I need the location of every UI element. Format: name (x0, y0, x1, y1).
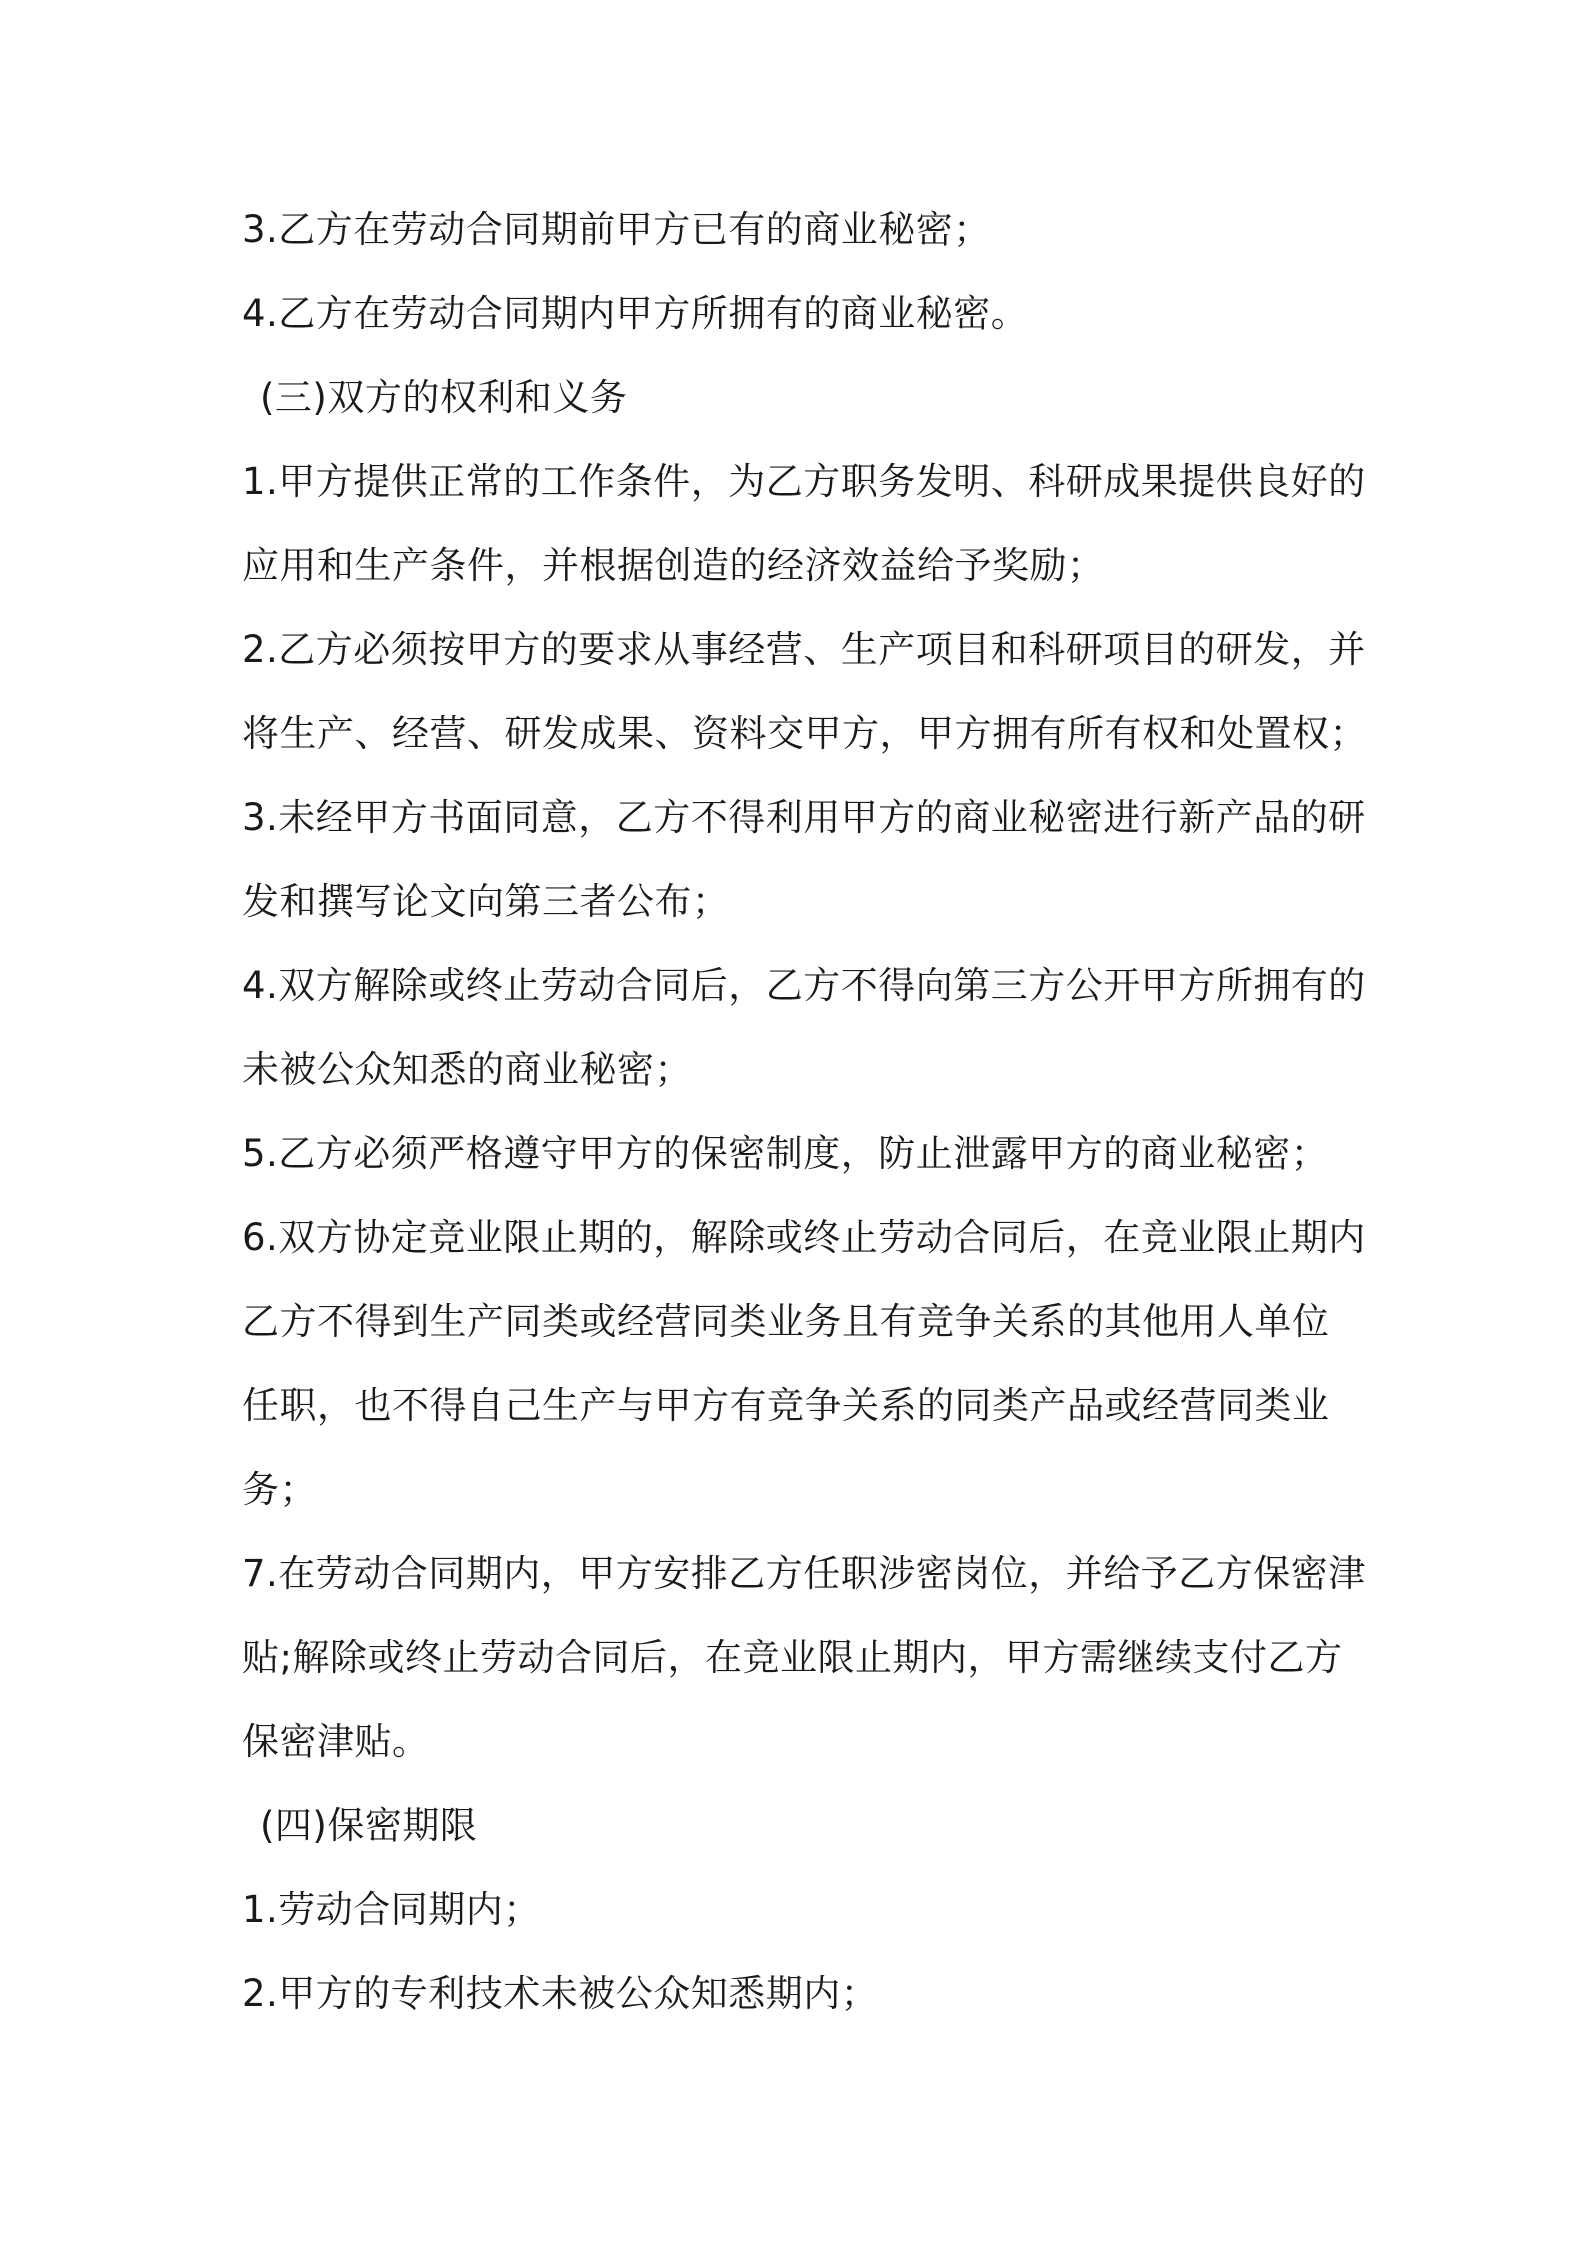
clause-line: 未被公众知悉的商业秘密； (242, 1048, 692, 1091)
clause-line: 发和撰写论文向第三者公布； (242, 880, 730, 923)
clause-line: 2.乙方必须按甲方的要求从事经营、生产项目和科研项目的研发，并 (242, 628, 1366, 671)
clause-line: 1.劳动合同期内； (242, 1888, 541, 1931)
clause-line: 7.在劳动合同期内，甲方安排乙方任职涉密岗位，并给予乙方保密津 (242, 1552, 1366, 1595)
clause-line: 贴;解除或终止劳动合同后，在竞业限止期内，甲方需继续支付乙方 (242, 1636, 1343, 1679)
clause-line: 6.双方协定竞业限止期的，解除或终止劳动合同后，在竞业限止期内 (242, 1216, 1366, 1259)
clause-line: 务； (242, 1468, 317, 1511)
document-body (242, 188, 1382, 2036)
clause-line: 5.乙方必须严格遵守甲方的保密制度，防止泄露甲方的商业秘密； (242, 1132, 1329, 1175)
clause-line: 2.甲方的专利技术未被公众知悉期内； (242, 1972, 879, 2015)
clause-line: 任职，也不得自己生产与甲方有竞争关系的同类产品或经营同类业 (242, 1384, 1330, 1427)
clause-line: 3.未经甲方书面同意，乙方不得利用甲方的商业秘密进行新产品的研 (242, 796, 1366, 839)
section-heading: (四)保密期限 (260, 1804, 478, 1847)
clause-line: 保密津贴。 (242, 1720, 430, 1763)
clause-line: 应用和生产条件，并根据创造的经济效益给予奖励； (242, 544, 1105, 587)
clause-line: 1.甲方提供正常的工作条件，为乙方职务发明、科研成果提供良好的 (242, 460, 1366, 503)
clause-line: 将生产、经营、研发成果、资料交甲方，甲方拥有所有权和处置权； (242, 712, 1367, 755)
clause-line: 乙方不得到生产同类或经营同类业务且有竞争关系的其他用人单位 (242, 1300, 1330, 1343)
clause-line: 3.乙方在劳动合同期前甲方已有的商业秘密； (242, 208, 991, 251)
clause-line: 4.双方解除或终止劳动合同后，乙方不得向第三方公开甲方所拥有的 (242, 964, 1366, 1007)
clause-line: 4.乙方在劳动合同期内甲方所拥有的商业秘密。 (242, 292, 1029, 335)
section-heading: (三)双方的权利和义务 (260, 376, 628, 419)
